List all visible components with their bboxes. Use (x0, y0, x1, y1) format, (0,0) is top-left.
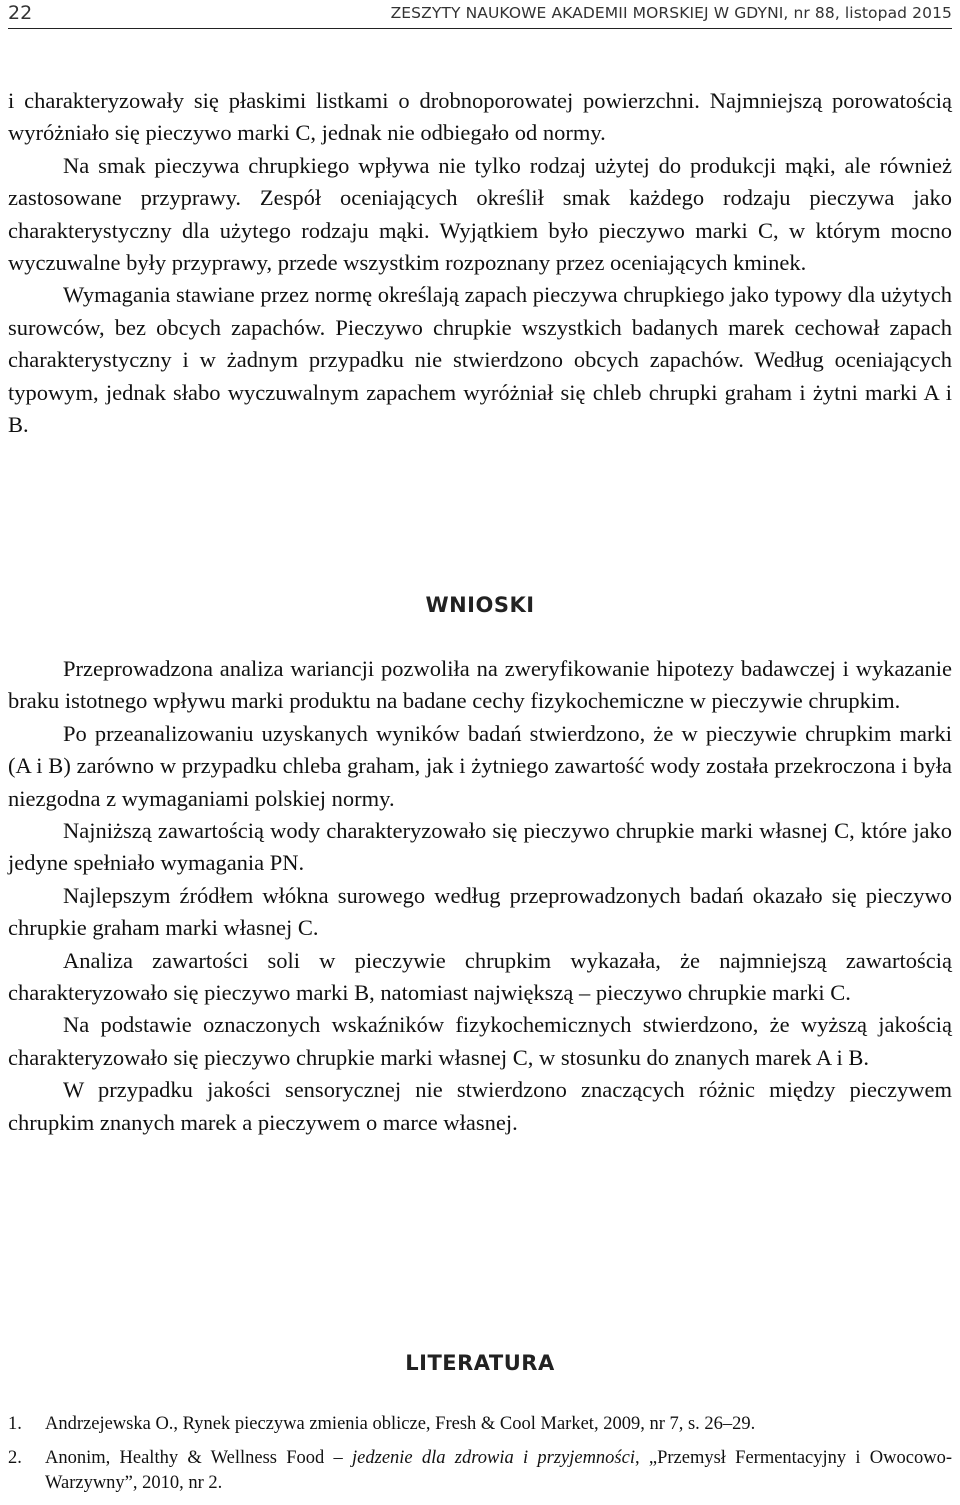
reference-number: 1. (8, 1414, 22, 1434)
reference-list (8, 1412, 952, 1505)
reference-item (8, 1446, 952, 1496)
journal-title: ZESZYTY NAUKOWE AKADEMII MORSKIEJ W GDYNI, nr 88, listopad 2015 (390, 4, 952, 22)
reference-title-italic: jedzenie dla zdrowia i przyjemności (352, 1448, 635, 1468)
intro-text (8, 85, 952, 441)
paragraph: Wymagania stawiane przez normę określają zapach pieczywa chrupkiego jako typowy dla użytych surowców, bez obcych zapachów. Pieczywo chrupkie wszystkich badanych marek cechował zapach charakterystyczny i w żadnym przypadku nie stwierdzono obcych zapachów. Według oceniających typowym, jednak słabo wyczuwalnym zapachem wyróżniał się chleb chrupki graham i żytni marki A i B. (8, 282, 952, 438)
page-number: 22 (8, 2, 33, 24)
page-header (8, 2, 952, 29)
paragraph: Przeprowadzona analiza wariancji pozwoliła na zweryfikowanie hipotezy badawczej i wykazanie braku istotnego wpływu marki produktu na badane cechy fizykochemiczne w pieczywie chrupkim. (8, 656, 952, 714)
reference-item (8, 1412, 952, 1437)
paragraph: Analiza zawartości soli w pieczywie chrupkim wykazała, że najmniejszą zawartością charakteryzowało się pieczywo marki B, natomiast największą – pieczywo chrupkie marki C. (8, 947, 952, 1006)
paragraph: Na podstawie oznaczonych wskaźników fizykochemicznych stwierdzono, że wyższą jakością charakteryzowało się pieczywo chrupkie marki własnej C, w stosunku do znanych marek A i B. (8, 1012, 952, 1070)
paragraph: i charakteryzowały się płaskimi listkami o drobnoporowatej powierzchni. Najmniejszą porowatością wyróżniało się pieczywo marki C, jednak nie odbiegało od normy. (8, 88, 952, 146)
section-heading-conclusions: WNIOSKI (425, 593, 535, 617)
paragraph: Na smak pieczywa chrupkiego wpływa nie tylko rodzaj użytej do produkcji mąki, ale również zastosowane przyprawy. Zespół oceniających określił smak każdego rodzaju pieczywa jako charakterystyczny dla użytego rodzaju mąki. Wyjątkiem było pieczywo marki C, w którym mocno wyczuwalne były przyprawy, przede wszystkim rozpoznany przez oceniających kminek. (8, 152, 952, 276)
paragraph: Po przeanalizowaniu uzyskanych wyników badań stwierdzono, że w pieczywie chrupkim marki (A i B) zarówno w przypadku chleba graham, jak i żytniego zawartość wody została przekroczona i była niezgodna z wymaganiami polskiej normy. (8, 720, 952, 811)
conclusions-text (8, 653, 952, 1139)
reference-number: 2. (8, 1448, 22, 1468)
reference-text: Andrzejewska O., Rynek pieczywa zmienia oblicze, Fresh & Cool Market, 2009, nr 7, s. 26–29. (45, 1414, 756, 1434)
reference-text-part: , „Przemysł Fermentacyjny i Owocowo-Warzywny”, 2010, nr 2. (45, 1448, 952, 1493)
paragraph: Najniższą zawartością wody charakteryzowało się pieczywo chrupkie marki własnej C, które jako jedyne spełniało wymagania PN. (8, 818, 952, 876)
paragraph: Najlepszym źródłem włókna surowego według przeprowadzonych badań okazało się pieczywo chrupkie graham marki własnej C. (8, 882, 952, 941)
section-heading-literature: LITERATURA (405, 1351, 555, 1375)
paragraph: W przypadku jakości sensorycznej nie stwierdzono znaczących różnic między pieczywem chrupkim znanych marek a pieczywem o marce własnej. (8, 1077, 952, 1135)
reference-text-part: Anonim, Healthy & Wellness Food – (45, 1448, 353, 1468)
